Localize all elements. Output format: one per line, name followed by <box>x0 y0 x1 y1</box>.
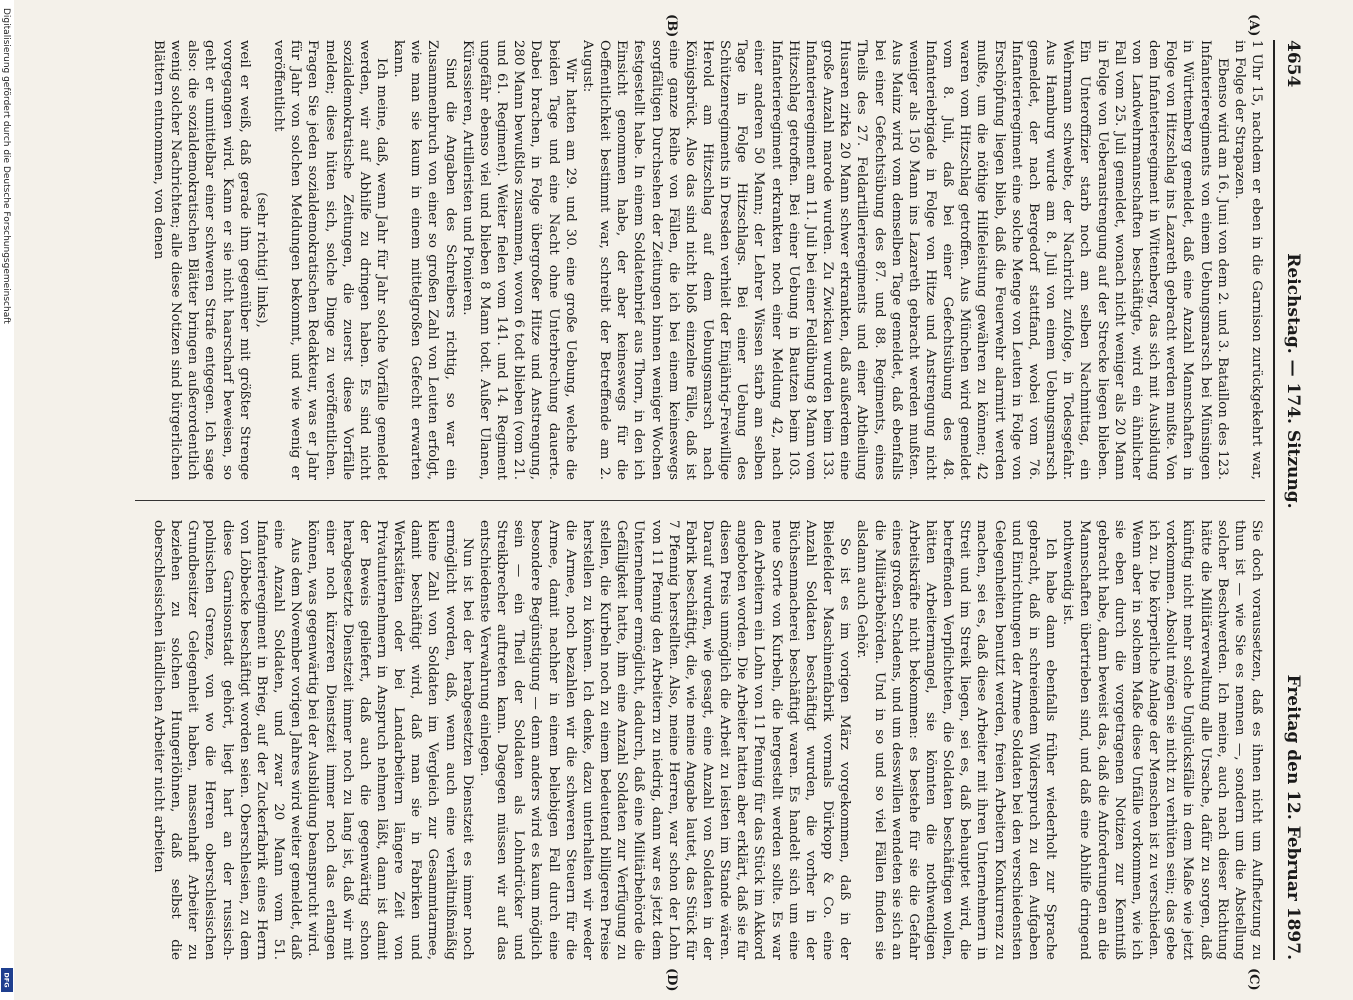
paragraph: Ebenso wird am 16. Juni von dem 2. und 3. Bataillon des 123. Infanterieregiments von einem Uebungsmarsch bei Münsingen in Württemberg gemeldet, daß eine Anzahl Mannschaften in Folge von Hitzschlag ins Lazareth gebracht werden mußte. Von dem Infanterieregiment in Wittenberg, das sich mit Ausbildung von Landwehrmannschaften beschäftigte, wird ein ähnlicher Fall vom 25. Juli gemeldet, wonach nicht weniger als 20 Mann in Folge von Ueberanstrengung auf der Strecke liegen blieben. Ein Unteroffizier starb noch am selben Nachmittag, ein Wehrmann schwebte, der Nachricht zufolge, in Todesgefahr. Aus Hamburg wurde am 8. Juli von einem Uebungsmarsch gemeldet, der nach Bergedorf stattfand, wobei vom 76. Infanterieregiment eine solche Menge von Leuten in Folge von Erschöpfung liegen blieb, daß die Feuerwehr alarmirt werden mußte, um die nöthige Hilfeleistung gewähren zu können; 42 waren vom Hitzschlag getroffen. Aus München wird gemeldet vom 8. Juli, daß bei einer Gefechtsübung des 48. Infanteriebrigade in Folge von Hitze und Anstrengung nicht weniger als 150 Mann ins Lazareth gebracht werden mußten. Aus Mainz wird vom demselben Tage gemeldet, daß ebenfalls bei einer Gefechtsübung des 87. und 88. Regiments, eines Theils des 27. Feldartillerieregiments und einer Abtheilung Husaren zirka 20 Mann schwer erkrankten, daß außerdem eine große Anzahl marode wurden. Zu Zwickau wurden beim 133. Infanterieregiment am 11. Juli bei einer Feldübung 8 Mann vom Hitzschlag getroffen. Bei einer Uebung in Bautzen beim 103. Infanterieregiment erkrankten noch einer Meldung 42, nach einer anderen 50 Mann; der Lehrer Wissen starb am selben Tage in Folge Hitzschlags. Bei einer Uebung des Schützenregiments in Dresden verhielt der Einjährig-Freiwillige Herold am Hitzschlag auf dem Uebungsmarsch nach Königsbrück. Also das sind nicht bloß einzelne Fälle, daß ist eine ganze Reihe von Fällen, die ich bei einem keineswegs sorgfältigen Durchsehen der Zeitungen binnen weniger Wochen festgestellt habe. In einem Soldatenbrief aus Thorn, in den ich Einsicht genommen habe, der aber keineswegs für die Oeffentlichkeit bestimmt war, schreibt der Betreffende am 2. August: <box>579 40 1230 480</box>
interjection: (sehr richtig! links), <box>253 192 269 328</box>
paragraph: Nun ist bei der herabgesetzten Dienstzeit es immer noch ermöglicht worden, daß, wenn auch eine verhältnißmäßig kleine Zahl von Soldaten im Vergleich zur Gesammtarmee, damit beschäftigt wird, daß man sie in Fabriken und Werkstätten oder bei Landarbeitern längere Zeit von Privatunternehmern in Anspruch nehmen läßt, dann ist damit der Beweis geliefert, daß auch die gegenwärtig schon herabgesetzte Dienstzeit immer noch zu lang ist, daß wir mit einer noch kürzeren Dienstzeit immer noch das erlangen können, was gegenwärtig bei der Ausbildung beansprucht wird. <box>305 520 475 960</box>
column-divider <box>135 500 1265 501</box>
paragraph: 1 Uhr 15, nachdem er eben in die Garnison zurückgekehrt war, in Folge der Strapazen. <box>1231 40 1264 480</box>
page-header <box>1277 40 1309 960</box>
document-page <box>109 0 1319 1000</box>
margin-marker-c: (C) <box>1246 968 1261 991</box>
page-number: 4654 <box>1283 40 1303 88</box>
digitization-credit-strip <box>0 0 14 1000</box>
paragraph: So ist es im vorigen März vorgekommen, daß in der Bielefelder Maschinenfabrik vormals Dürkopp & Co. eine Anzahl Soldaten beschäftigt wurden, die vorher in der Büchsenmacherei beschäftigt waren. Es handelt sich um eine neue Sorte von Kurbeln, die hergestellt werden sollte. Es war den Arbeitern ein Lohn von 11 Pfennig für das Stück im Akkord angeboten worden. Die Arbeiter hatten aber erklärt, daß sie für diesen Preis unmöglich die Arbeit zu leisten im Stande wären. Darauf wurden, wie gesagt, eine Anzahl von Soldaten in der Fabrik beschäftigt, die, wie meine Angabe lautet, das Stück für 7 Pfennig herstellten. Also, meine Herren, war schon der Lohn von 11 Pfennig den Arbeitern zu niedrig, dann war es jetzt dem Unternehmer ermöglicht, dadurch, daß eine Militärbehörde die Gefälligkeit hatte, ihm eine Anzahl Soldaten zur Verfügung zu stellen, die Kurbeln noch zu einem bedeutend billigeren Preise herstellen zu können. Ich denke, dazu unterhalten wir weder die Armee, noch bezahlen wir die schweren Steuern für die Armee, damit nachher in einem beliebigen Fall durch eine besondere Begünstigung — denn anders wird es kaum möglich sein — ein Theil der Soldaten als Lohndrücker und Streikbrecher auftreten kann. Dagegen müssen wir auf das entschiedenste Verwahrung einlegen. <box>476 520 853 960</box>
paragraph: Sie doch voraussetzen, daß es ihnen nicht um Aufhetzung zu thun ist — wie Sie es nennen —, sondern um die Abstellung solcher Beschwerden. Ich meine, auch nach dieser Richtung hätte die Militärverwaltung alle Ursache, dafür zu sorgen, daß künftig nicht mehr solche Unglücksfälle in dem Maße wie jetzt vorkommen. Absolut mögen sie nicht zu verhüten sein; das gebe ich zu. Die körperliche Anlage der Menschen ist zu verschieden. Wenn aber in solchem Maße diese Unfälle vorkommen, wie ich sie eben durch die vorgetragenen Notizen zur Kenntniß gebracht habe, dann beweist das, daß die Anforderungen an die Mannschaften übertrieben sind, und daß eine Abhilfe dringend nothwendig ist. <box>1060 520 1264 960</box>
session-date: Freitag den 12. Februar 1897. <box>1283 674 1303 960</box>
paragraph: Aus dem November vorigen Jahres wird weiter gemeldet, daß eine Anzahl Soldaten, und zwar 20 Mann vom 51. Infanterieregiment in Brieg, auf der Zuckerfabrik eines Herrn von Löbbecke beschäftigt worden seien. Oberschlesien, zu dem diese Garnisonstadt gehört, liegt hart an der russisch-polnischen Grenze, von wo die Herren oberschlesischen Grundbesitzer Gelegenheit haben, massenhaft Arbeiter zu beziehen zu solchen Hungerlöhnen, daß selbst die oberschlesischen ländlichen Arbeiter nicht arbeiten <box>151 520 304 960</box>
dfg-logo-text: DFG <box>3 972 12 988</box>
header-rule <box>1273 40 1275 960</box>
margin-marker-d: (D) <box>664 968 679 992</box>
dfg-logo <box>1 968 13 992</box>
right-column <box>125 520 1265 960</box>
paragraph: weil er weiß, daß gerade ihm gegenüber mit größter Strenge vorgegangen wird. Kann er sie nicht haarscharf beweisen, so geht er unmittelbar einer schweren Strafe entgegen. Ich sage also: die sozialdemokratischen Blätter bringen außerordentlich wenig solcher Nachrichten; alle diese Notizen sind bürgerlichen Blättern entnommen, von denen <box>151 40 252 480</box>
quoted-letter: Wir hatten am 29. und 30. eine große Uebung, welche die beiden Tage und eine Nacht ohne Unterbrechung dauerte. Dabei brachen, in Folge übergroßer Hitze und Anstrengung, 280 Mann bewußtlos zusammen, wovon 6 todt blieben (vom 21. und 61. Regiment). Weiter fielen vom 141. und 14. Regiment ungefähr ebenso viel und blieben 8 Mann todt. Außer Ulanen, Kürassieren, Artilleristen und Pionieren. <box>459 40 578 480</box>
paragraph: Ich habe dann ebenfalls früher wiederholt zur Sprache gebracht, daß in schreiendem Widerspruch zu den Aufgaben und Einrichtungen der Armee Soldaten bei den verschiedensten Gelegenheiten benutzt werden, freien Arbeitern Konkurrenz zu machen, sei es, daß diese Arbeiter mit ihren Unternehmern in Streit und im Streik liegen, sei es, daß behauptet wird, die betreffenden Verpflichteten, die Soldaten beschäftigen wollen, hätten Arbeitermangel, sie könnten die nothwendigen Arbeitskräfte nicht bekommen: es bestehe für sie die Gefahr eines großen Schadens, und um desswillen wendeten sie sich an die Militärbehörden. Und in so und so viel Fällen finden sie alsdann auch Gehör. <box>854 520 1059 960</box>
credit-text: Digitalisierung gefördert durch die Deutsche Forschungsgemeinschaft <box>1 8 11 324</box>
margin-marker-a: (A) <box>1246 14 1261 37</box>
margin-marker-b: (B) <box>664 14 679 38</box>
paragraph: Sind die Angaben des Schreibers richtig, so war ein Zusammenbruch von einer so großen Zahl von Leuten erfolgt, wie man sie kaum in einem mittelgroßen Gefecht erwarten kann. <box>391 40 458 480</box>
paragraph: Ich meine, daß, wenn Jahr für Jahr solche Vorfälle gemeldet werden, wir auf Abhilfe zu dringen haben. Es sind nicht sozialdemokratische Zeitungen, die zuerst diese Vorfälle melden; diese hüten sich, solche Dinge zu veröffentlichen. Fragen Sie jeden sozialdemokratischen Redakteur, was er Jahr für Jahr von solchen Meldungen bekommt, und wie wenig er veröffentlicht <box>271 40 390 480</box>
scanned-page <box>14 0 1353 1000</box>
left-column <box>125 40 1265 480</box>
running-title: Reichstag. — 174. Sitzung. <box>1283 253 1303 509</box>
